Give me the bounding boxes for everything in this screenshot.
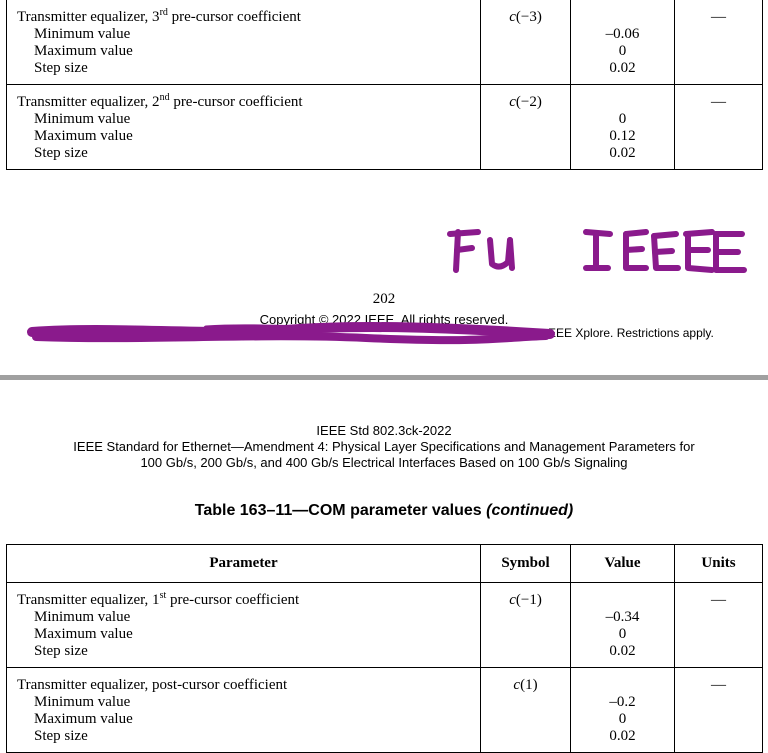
- parameter-cell: Transmitter equalizer, post-cursor coefficient Minimum value Maximum value Step size: [7, 668, 481, 753]
- symbol-cell: c(−2): [481, 85, 571, 170]
- handwritten-scribble: [440, 222, 760, 284]
- license-tail: EEE Xplore. Restrictions apply.: [548, 326, 714, 340]
- value-cell: –0.2 0 0.02: [571, 668, 675, 753]
- column-header-units: Units: [675, 545, 763, 583]
- table-row: [7, 85, 763, 170]
- com-parameter-table: [6, 544, 763, 753]
- column-header-symbol: Symbol: [481, 545, 571, 583]
- units-cell: —: [675, 0, 763, 85]
- symbol-cell: c(−3): [481, 0, 571, 85]
- redaction-scribble: [26, 322, 556, 346]
- copyright-line: Copyright © 2022 IEEE. All rights reserved.: [259, 312, 509, 327]
- symbol-cell: c(1): [481, 668, 571, 753]
- column-header-parameter: Parameter: [7, 545, 481, 583]
- table-row: [7, 583, 763, 668]
- value-cell: –0.34 0 0.02: [571, 583, 675, 668]
- units-cell: —: [675, 583, 763, 668]
- standard-title-line2: 100 Gb/s, 200 Gb/s, and 400 Gb/s Electrical Interfaces Based on 100 Gb/s Signaling: [140, 455, 628, 470]
- table-caption: Table 163–11—COM parameter values (continued): [194, 502, 574, 519]
- page-divider: [0, 375, 768, 380]
- page-header: [0, 423, 768, 471]
- symbol-cell: c(−1): [481, 583, 571, 668]
- parameter-cell: Transmitter equalizer, 2nd pre-cursor coefficient Minimum value Maximum value Step size: [7, 85, 481, 170]
- units-cell: —: [675, 85, 763, 170]
- table-row: [7, 668, 763, 753]
- parameter-cell: Transmitter equalizer, 1st pre-cursor coefficient Minimum value Maximum value Step size: [7, 583, 481, 668]
- top-parameter-table: [6, 0, 763, 170]
- column-header-value: Value: [571, 545, 675, 583]
- table-row: [7, 0, 763, 85]
- value-cell: 0 0.12 0.02: [571, 85, 675, 170]
- units-cell: —: [675, 668, 763, 753]
- standard-id: IEEE Std 802.3ck-2022: [316, 423, 452, 438]
- page-number: 202: [372, 291, 396, 307]
- value-cell: –0.06 0 0.02: [571, 0, 675, 85]
- standard-title-line1: IEEE Standard for Ethernet—Amendment 4: Physical Layer Specifications and Management Parameters for: [73, 439, 695, 454]
- table-header-row: [7, 545, 763, 583]
- parameter-cell: Transmitter equalizer, 3rd pre-cursor coefficient Minimum value Maximum value Step size: [7, 0, 481, 85]
